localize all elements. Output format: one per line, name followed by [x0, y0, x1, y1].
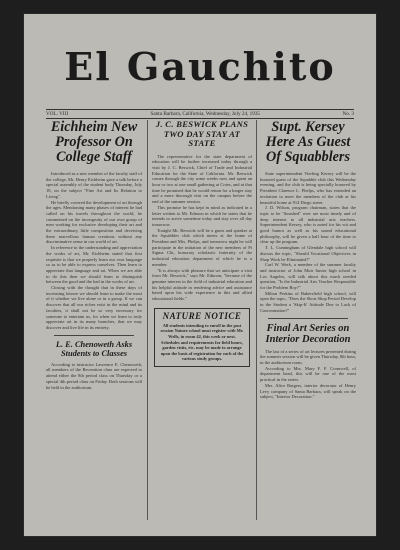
column-divider — [256, 120, 257, 520]
article-paragraph: Tonight Mr. Beswick will be a guest and speaker at the Squabbles club which meets at the home of President and Mrs. Phelps, and tomorrow night he will participate in the initiation of the new members of Pi Sigma Chi, honorary scholastic fraternity of the industrial education department of which he is a member. — [152, 227, 252, 267]
volume-label: VOL. VIII — [46, 111, 69, 117]
article-paragraph: In reference to the understanding and appreciation the works of art, Mr. Eichheim stated that first requisite is that we properly learn our own language so as to be able to express ourselves. Then learn to appreciate that language and art. When we are able to do this then we should learn to distinguish between the good and the bad in the works of art. — [46, 245, 142, 285]
issue-number: No. 3 — [342, 111, 354, 117]
headline-final-art: Final Art Series on Interior Decoration — [265, 322, 351, 345]
article-divider — [54, 335, 134, 336]
column-right — [260, 118, 356, 526]
location-date: Santa Barbara, California, Wednesday, July 24, 1935 — [150, 111, 261, 117]
article-paragraph: Introduced as a new member of the faculty staff of the college, Mr. Henry Eichheim gave a talk before a special assembly of the student body Thursday, July 18, on the subject "Fine Art and Its Relation to Living". — [46, 171, 142, 199]
article-paragraph: He briefly covered the development of art through the ages. Mentioning many phases of interest he had called on his travels throughout the world, he commented on the incongruity of our own group of men working for exclusive developing their art and the extraordinary little composition and deceiving these marvellous human creations without any discriminative sense in our world of art. — [46, 199, 142, 245]
dateline — [46, 111, 354, 118]
article-paragraph: Milton Perkins of Bakersfield high school, will open the topic, "Does the Short Shop Period Develop in the Student a 'Skip-It' Attitude Due to Lack of Concentration?" — [260, 290, 356, 313]
article-paragraph: Closing with the thought that in these days of increasing leisure we should learn to make the most of it whether we live alone or in a group. If we can discover that all our riches exist in the mind and its faculties, it shall not be so very necessary for someone to entertain us, for when we learn to truly appreciate art in its many branches, that we may discover and live life in its entirety. — [46, 285, 142, 330]
headline-eichheim: Eichheim New Professor On College Staff — [50, 119, 138, 165]
headline-beswick: J. C. BESWICK PLANS TWO DAY STAY AT STATE — [155, 119, 249, 148]
headline-chenoweth: L. E. Chenoweth Asks Students to Classes — [55, 339, 133, 358]
nature-notice-box — [154, 308, 250, 367]
article-paragraph: Carl W. Werk, a member of the summer faculty and instructor of John Muir Junior high school in Los Angeles, will talk about this much needed question, "Is the Industrial Arts Teacher Responsible for the Problem Boy?" — [260, 262, 356, 291]
article-paragraph: This promise he has kept in mind as indicated in a letter written to Mr. Ednoon in which he states that he intends to arrive sometime today and stay over all day tomorrow. — [152, 204, 252, 227]
column-middle — [152, 118, 252, 526]
article-paragraph: Mrs. Alice Rutgers, interior decorator of Henry Levy company of Santa Barbara, will speak on the subject, "Interior Decoration." — [260, 382, 356, 400]
headline-kersey: Supt. Kersey Here As Guest Of Squabblers — [265, 119, 351, 165]
article-paragraph: State superintendent Vierling Kersey will be the honored guest of the Squabble club this Wednesday evening, and the club is being specially honored by President Clarence L. Phelps, who has extended an invitation to meet the members of the club at his beautiful home at 914 Diego street. — [260, 171, 356, 205]
masthead: El Gauchito — [64, 44, 336, 89]
article-paragraph: T. L. Cunningham of Glendale high school will discuss the topic, "Should Vocational Objectives in Shop Work be Eliminated?" — [260, 245, 356, 262]
newspaper-page — [24, 14, 376, 536]
column-divider — [147, 120, 148, 520]
article-paragraph: According to Mrs. Mary F. F. Cromwell, of department head, this will be one of the most practical in the series. — [260, 365, 356, 383]
nature-notice-title: NATURE NOTICE — [162, 310, 242, 321]
article-paragraph: "It is always with pleasure that we anticipate a visit from Mr. Beswick," says Mr. Ednoon, "because of the genuine interest in the field of industrial education and his helpful attitude in rendering advice and assistance based upon his wide experience in this and allied educational fields." — [152, 267, 252, 302]
article-paragraph: According to instructor Lawrence E. Chenoweth, all members of the Recreation class are expected to attend either the 8th period class on Thursday or a special 4th period class on Friday. Both sessions will be held in the auditorium. — [46, 361, 142, 390]
article-divider — [268, 318, 348, 319]
nature-notice-body: All students intending to enroll in the post session Nature school must register with Mr. Wells, in room 42, this week or next. Schedules and requirements for field hours, garden visits, etc. may be made to arrange upon the basis of registration for each of the various study groups. — [160, 322, 244, 362]
article-paragraph: J. D. Wilson, program chairman, states that the topic to be "thrashed" over are most timely and of deep interest to all industrial arts teachers. Superintendent Kersey, who is noted for his wit and good humor as well as his sound educational philosophy, will be given a half hour of the time to clear up the program. — [260, 205, 356, 245]
column-left — [46, 118, 142, 526]
article-paragraph: The last of a series of art lectures presented during the summer session will be given Thursday, 8th hour, in the auditorium room. — [260, 348, 356, 365]
masthead-rule-top — [46, 109, 354, 110]
article-paragraph: The representative for the state department of education will be further increased today through a visit by J. C. Beswick, Chief of Trade and Industrial Education for the State of California. Mr. Beswick comes through the city some weeks now and spent an hour or two at one small gathering at Cotes, and at that time he promised that he would return for a longer stay and a more thorough visit on the campus before the end of the summer session. — [152, 153, 252, 205]
